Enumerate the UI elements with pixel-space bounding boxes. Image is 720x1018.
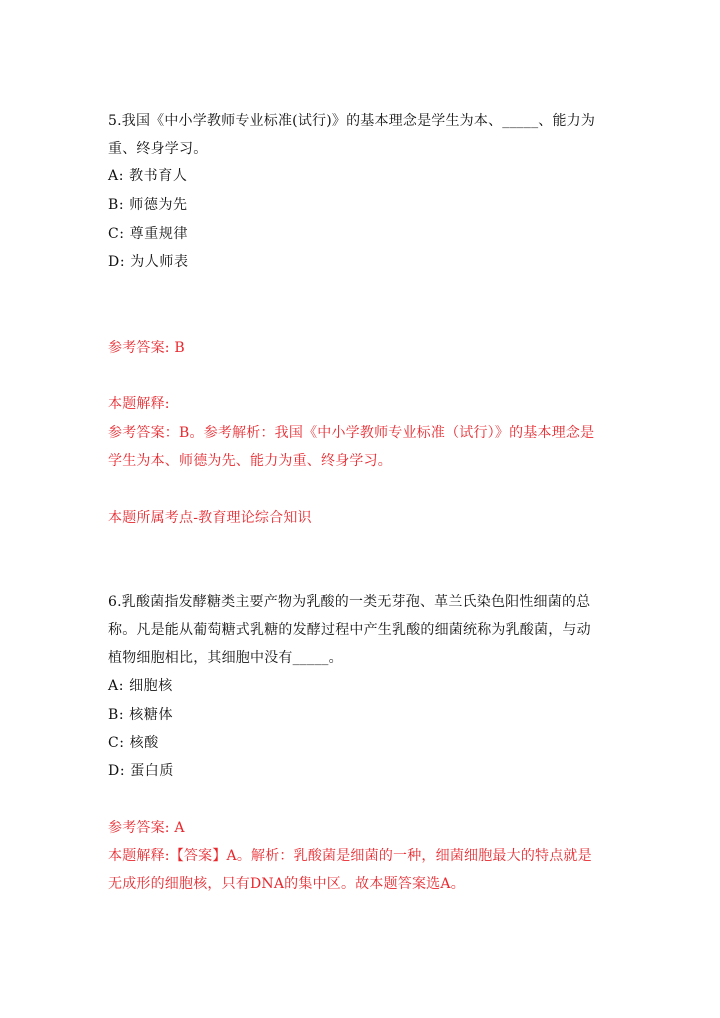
q6-stem-line-3: 植物细胞相比，其细胞中没有_____。: [108, 650, 343, 666]
q5-explanation-label: 本题解释:: [108, 396, 170, 412]
q5-option-c: C: 尊重规律: [108, 226, 189, 242]
q6-stem-line-2: 称。凡是能从葡萄糖式乳糖的发酵过程中产生乳酸的细菌统称为乳酸菌，与动: [108, 622, 591, 638]
q6-option-b: B: 核糖体: [108, 707, 174, 723]
q6-option-d: D: 蛋白质: [108, 763, 174, 779]
q5-answer: 参考答案: B: [108, 340, 185, 356]
q6-stem-line-1: 6.乳酸菌指发酵糖类主要产物为乳酸的一类无芽孢、革兰氏染色阳性细菌的总: [108, 594, 591, 610]
q5-explanation-line-1: 参考答案：B。参考解析：我国《中小学教师专业标准（试行）》的基本理念是: [108, 425, 595, 441]
q6-option-c: C: 核酸: [108, 735, 159, 751]
q5-explanation-line-2: 学生为本、师德为先、能力为重、终身学习。: [108, 453, 392, 469]
q5-topic: 本题所属考点-教育理论综合知识: [108, 510, 312, 526]
q6-explanation-line-1: 本题解释:【答案】A。解析：乳酸菌是细菌的一种，细菌细胞最大的特点就是: [108, 848, 592, 864]
q5-option-d: D: 为人师表: [108, 254, 189, 270]
q5-option-b: B: 师德为先: [108, 197, 188, 213]
q5-option-a: A: 教书育人: [108, 168, 188, 184]
q5-stem-line-2: 重、终身学习。: [108, 141, 208, 157]
q6-explanation-line-2: 无成形的细胞核，只有DNA的集中区。故本题答案选A。: [108, 876, 465, 892]
q5-stem-line-1: 5.我国《中小学教师专业标准(试行)》的基本理念是学生为本、_____、能力为: [108, 113, 596, 129]
q6-option-a: A: 细胞核: [108, 678, 173, 694]
q6-answer: 参考答案: A: [108, 820, 185, 836]
